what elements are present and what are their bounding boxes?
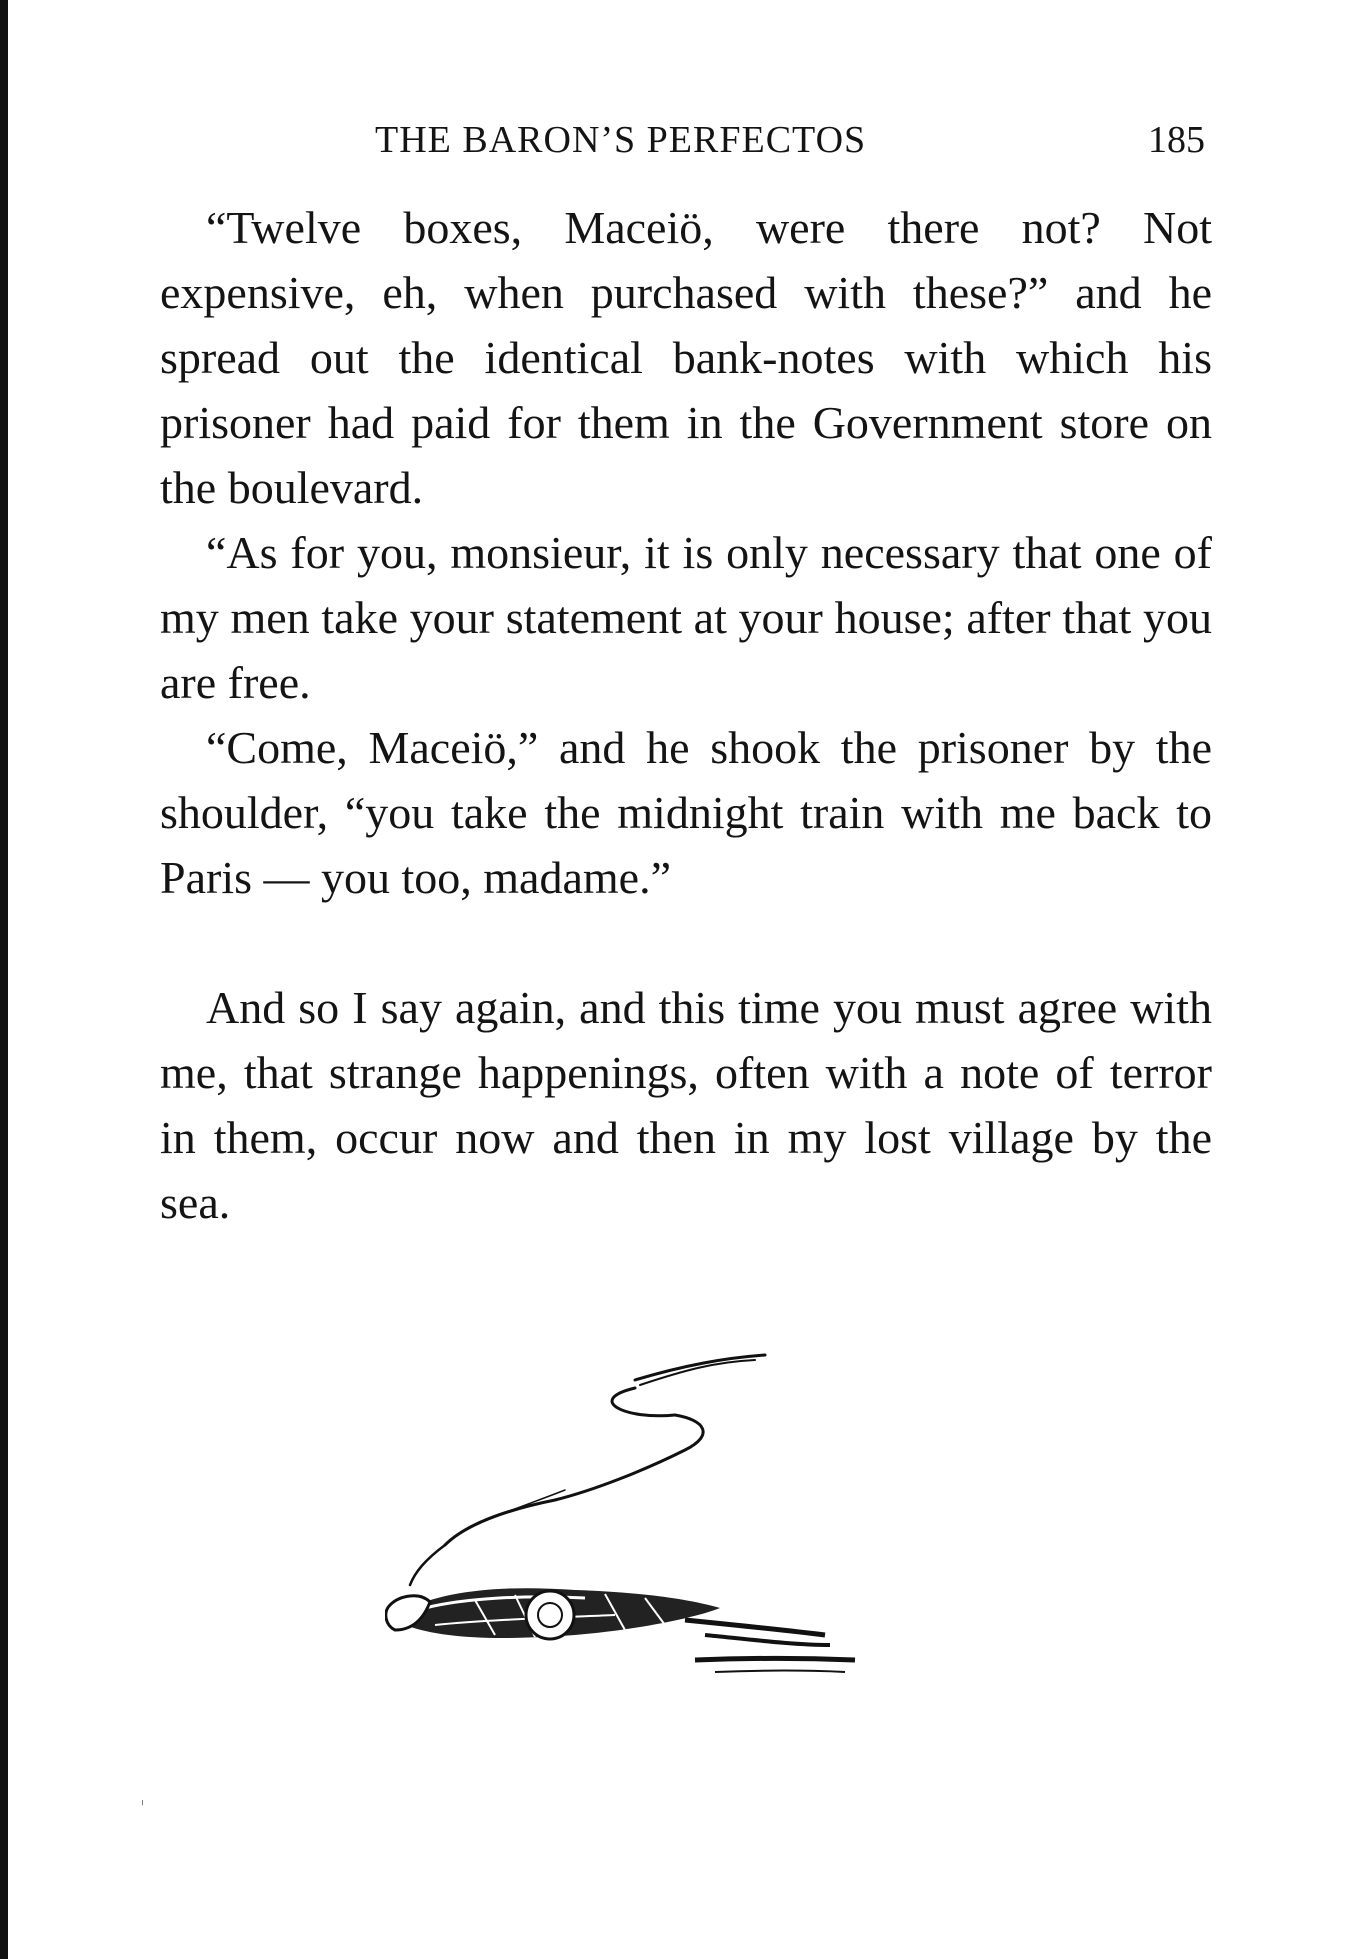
paragraph-closing: And so I say again, and this time you must agree with me, that strange happenings, often with a note of terror in them, occur now and then in my lost village by the sea. [160, 982, 1212, 1228]
page-edge [0, 0, 8, 1959]
paragraph-come-maceio: “Come, Maceiö,” and he shook the prisoner by the shoulder, “you take the midnight train with me back to Paris — you too, madame.” [160, 722, 1212, 903]
running-head: THE BARON’S PERFECTOS [375, 119, 867, 161]
paragraph-twelve-boxes: “Twelve boxes, Maceiö, were there not? Not expensive, eh, when purchased with these?” and he spread out the identical bank-notes with which his prisoner had paid for them in the Government store on the boulevard. [160, 202, 1212, 513]
page-number: 185 [1148, 119, 1205, 161]
text-block-closing [160, 975, 1212, 1235]
paragraph-as-for-you: “As for you, monsieur, it is only necessary that one of my men take your statement at your house; after that you are free. [160, 527, 1212, 708]
smoking-cigar-icon [385, 1340, 1005, 1690]
text-block-top [160, 195, 1212, 910]
